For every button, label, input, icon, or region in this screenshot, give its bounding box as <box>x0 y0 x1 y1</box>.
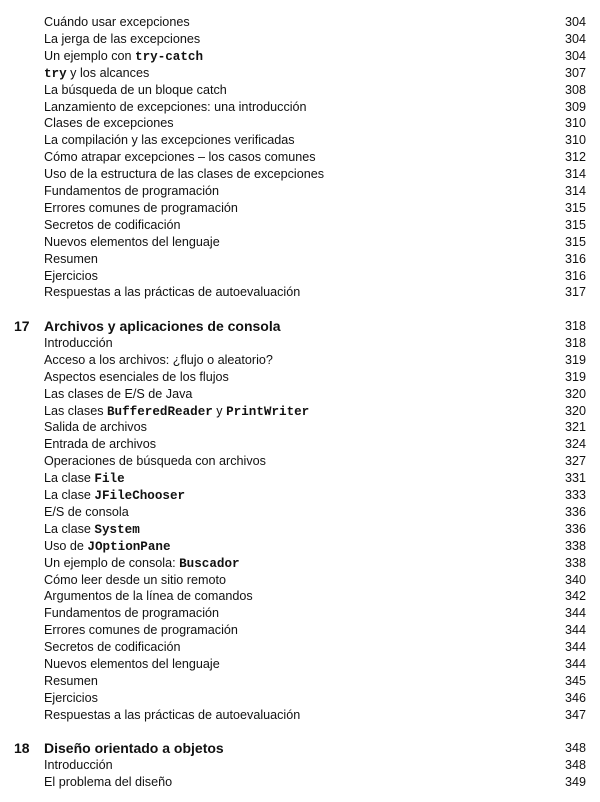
page-number: 344 <box>564 657 586 671</box>
page-number: 304 <box>564 48 586 63</box>
page-number: 314 <box>564 184 586 198</box>
toc-entry-row <box>0 605 600 622</box>
entry-title <box>44 403 309 421</box>
entry-title <box>44 555 240 573</box>
page-number: 310 <box>564 116 586 131</box>
toc-entry-row <box>0 487 600 504</box>
title-text: Un ejemplo de consola: <box>44 555 180 570</box>
toc-entry-row <box>0 639 600 656</box>
page-number: 327 <box>564 454 586 469</box>
entry-title <box>44 521 140 539</box>
entry-title: Secretos de codificación <box>44 217 181 232</box>
toc-entry-row <box>0 284 600 301</box>
entry-title: La búsqueda de un bloque catch <box>44 82 227 97</box>
toc-entry-row <box>0 673 600 690</box>
entry-title: Secretos de codificación <box>44 640 181 655</box>
toc-entry-row <box>0 14 600 31</box>
entry-title: Fundamentos de programación <box>44 184 220 198</box>
toc-entry-row <box>0 48 600 65</box>
code-term: PrintWriter <box>226 404 310 419</box>
title-text: y los alcances <box>66 65 150 80</box>
toc-entry-row <box>0 774 600 791</box>
toc-entry-row <box>0 251 600 268</box>
page-number: 304 <box>564 31 586 46</box>
code-term: JOptionPane <box>87 539 171 554</box>
code-term: System <box>94 522 140 537</box>
page-number: 315 <box>564 200 586 215</box>
entry-title <box>44 65 149 83</box>
code-term: try <box>44 66 67 81</box>
entry-title: La compilación y las excepciones verificadas <box>44 133 295 148</box>
entry-title: Acceso a los archivos: ¿flujo o aleatorio? <box>44 352 273 367</box>
entry-title: El problema del diseño <box>44 774 173 789</box>
title-text: La clase <box>44 521 95 536</box>
page-number: 342 <box>564 589 586 604</box>
toc-entry-row <box>0 183 600 200</box>
page-number: 346 <box>564 690 586 705</box>
entry-title: Uso de la estructura de las clases de excepciones <box>44 167 325 182</box>
page-number: 315 <box>564 217 586 232</box>
page-number: 304 <box>564 15 586 29</box>
chapter-title: Archivos y aplicaciones de consola <box>44 318 281 334</box>
toc-entry-row <box>0 521 600 538</box>
page-number: 345 <box>564 673 586 688</box>
code-term: File <box>94 472 125 487</box>
page-number: 316 <box>564 268 586 283</box>
entry-title: Las clases de E/S de Java <box>44 386 193 401</box>
entry-title: Respuestas a las prácticas de autoevaluación <box>44 707 301 722</box>
page-number: 333 <box>564 488 586 502</box>
entry-title: Cómo atrapar excepciones – los casos comunes <box>44 150 316 165</box>
entry-title: Ejercicios <box>44 268 98 283</box>
page-number: 349 <box>564 774 586 789</box>
code-term: BufferedReader <box>107 404 213 419</box>
page-number: 347 <box>564 707 586 722</box>
toc-entry-row <box>0 707 600 724</box>
chapter-number: 17 <box>14 318 30 334</box>
entry-title: Aspectos esenciales de los flujos <box>44 369 229 384</box>
entry-title: La jerga de las excepciones <box>44 31 201 46</box>
entry-title: Salida de archivos <box>44 420 147 435</box>
toc-entry-row <box>0 217 600 234</box>
toc-chapter-row <box>0 740 600 757</box>
toc-entry-row <box>0 268 600 285</box>
page-number: 336 <box>564 504 586 519</box>
page-number: 344 <box>564 623 586 638</box>
page-number: 340 <box>564 572 586 587</box>
page-number: 309 <box>564 99 586 114</box>
page-number: 316 <box>564 251 586 266</box>
toc-entry-row <box>0 166 600 183</box>
entry-title: Respuestas a las prácticas de autoevaluación <box>44 285 301 300</box>
toc-chapter-row <box>0 318 600 335</box>
entry-title: Cómo leer desde un sitio remoto <box>44 572 227 587</box>
page-number: 338 <box>564 555 586 570</box>
page-number: 344 <box>564 606 586 621</box>
page-number: 308 <box>564 82 586 97</box>
toc-entry-row <box>0 31 600 48</box>
toc-entry-row <box>0 538 600 555</box>
entry-title: Operaciones de búsqueda con archivos <box>44 454 266 469</box>
page-number: 348 <box>564 757 586 772</box>
page-number: 315 <box>564 234 586 249</box>
entry-title <box>44 470 125 488</box>
entry-title: Clases de excepciones <box>44 116 174 131</box>
title-text: La clase <box>44 471 95 486</box>
page-number: 317 <box>564 285 586 300</box>
page-number: 320 <box>564 386 586 401</box>
page-number: 310 <box>564 133 586 148</box>
toc-entry-row <box>0 470 600 487</box>
toc-entry-row <box>0 403 600 420</box>
page-number: 312 <box>564 150 586 165</box>
toc-entry-row <box>0 757 600 774</box>
entry-title <box>44 487 185 505</box>
toc-entry-row <box>0 200 600 217</box>
code-term: try-catch <box>135 49 204 64</box>
toc-entry-row <box>0 622 600 639</box>
toc-entry-row <box>0 419 600 436</box>
entry-title: Errores comunes de programación <box>44 200 238 215</box>
chapter-number: 18 <box>14 740 30 756</box>
chapter-title: Diseño orientado a objetos <box>44 740 224 756</box>
entry-title: Lanzamiento de excepciones: una introducción <box>44 99 307 114</box>
toc-entry-row <box>0 504 600 521</box>
toc-entry-row <box>0 335 600 352</box>
toc-entry-row <box>0 386 600 403</box>
entry-title: Resumen <box>44 251 98 266</box>
page-number: 318 <box>564 335 586 350</box>
toc-entry-row <box>0 115 600 132</box>
title-text: Las clases <box>44 403 107 418</box>
page-number: 307 <box>564 65 586 80</box>
toc-entry-row <box>0 65 600 82</box>
entry-title: Fundamentos de programación <box>44 606 220 621</box>
entry-title: Argumentos de la línea de comandos <box>44 589 253 604</box>
page-number: 348 <box>564 741 586 755</box>
entry-title <box>44 538 171 556</box>
toc-entry-row <box>0 436 600 453</box>
code-term: Buscador <box>179 556 240 571</box>
toc-entry-row <box>0 352 600 369</box>
toc-entry-row <box>0 99 600 116</box>
entry-title: E/S de consola <box>44 504 129 519</box>
page-number: 318 <box>564 319 586 333</box>
toc-entry-row <box>0 572 600 589</box>
page-number: 319 <box>564 369 586 384</box>
toc-entry-row <box>0 453 600 470</box>
page-number: 336 <box>564 521 586 536</box>
title-text: y <box>212 403 227 418</box>
entry-title: Nuevos elementos del lenguaje <box>44 657 220 671</box>
page-number: 331 <box>564 471 586 486</box>
toc-entry-row <box>0 149 600 166</box>
entry-title: Resumen <box>44 673 98 688</box>
toc-entry-row <box>0 588 600 605</box>
page-number: 320 <box>564 403 586 418</box>
page-number: 338 <box>564 538 586 553</box>
title-text: Uso de <box>44 538 88 553</box>
page-number: 321 <box>564 420 586 435</box>
entry-title: Cuándo usar excepciones <box>44 15 190 29</box>
entry-title: Ejercicios <box>44 690 98 705</box>
toc-entry-row <box>0 369 600 386</box>
page-number: 344 <box>564 640 586 655</box>
entry-title: Introducción <box>44 757 113 772</box>
page-number: 324 <box>564 437 586 452</box>
toc-entry-row <box>0 690 600 707</box>
toc-entry-row <box>0 656 600 673</box>
toc-entry-row <box>0 234 600 251</box>
entry-title: Introducción <box>44 335 113 350</box>
entry-title: Errores comunes de programación <box>44 623 238 638</box>
toc-entry-row <box>0 82 600 99</box>
code-term: JFileChooser <box>94 489 186 503</box>
toc-entry-row <box>0 555 600 572</box>
entry-title: Nuevos elementos del lenguaje <box>44 234 220 249</box>
page-number: 314 <box>564 167 586 182</box>
entry-title: Entrada de archivos <box>44 437 157 452</box>
page-number: 319 <box>564 352 586 367</box>
title-text: La clase <box>44 488 95 502</box>
toc-entry-row <box>0 132 600 149</box>
entry-title <box>44 48 203 66</box>
title-text: Un ejemplo con <box>44 48 136 63</box>
